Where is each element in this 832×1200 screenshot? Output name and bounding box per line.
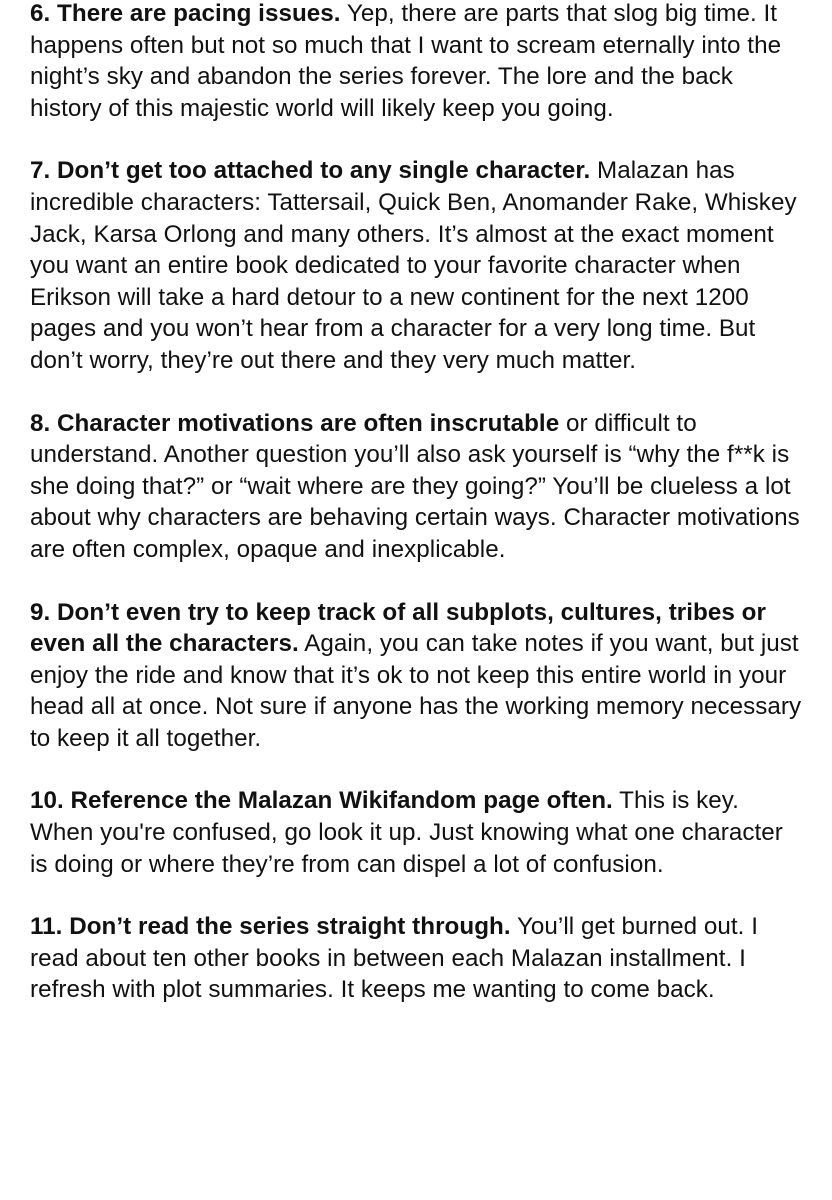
tip-paragraph-8 bbox=[30, 408, 806, 566]
tip-body: Malazan has incredible characters: Tattersail, Quick Ben, Anomander Rake, Whiskey Jack, Karsa Orlong and many others. It’s almost at the exact moment you want an entire book dedicated to your favorite character when Erikson will take a hard detour to a new continent for the next 1200 pages and you won’t hear from a character for a very long time. But don’t worry, they’re out there and they very much matter. bbox=[30, 157, 797, 374]
tip-body: Yep, there are parts that slog big time. It happens often but not so much that I want to scream eternally into the night’s sky and abandon the series forever. The lore and the back history of this majestic world will likely keep you going. bbox=[30, 0, 782, 122]
tip-body: Again, you can take notes if you want, but just enjoy the ride and know that it’s ok to not keep this entire world in your head all at once. Not sure if anyone has the working memory necessary to keep it all together. bbox=[30, 630, 802, 752]
tip-paragraph-9 bbox=[30, 597, 806, 755]
tip-heading: 10. Reference the Malazan Wikifandom page often. bbox=[30, 787, 613, 815]
tip-body: This is key. When you're confused, go look it up. Just knowing what one character is doing or where they’re from can dispel a lot of confusion. bbox=[30, 787, 783, 878]
tip-heading: 6. There are pacing issues. bbox=[30, 0, 341, 27]
tip-paragraph-6 bbox=[30, 0, 806, 124]
tip-paragraph-11 bbox=[30, 911, 806, 1006]
tip-paragraph-10 bbox=[30, 785, 806, 880]
tip-heading: 8. Character motivations are often inscrutable bbox=[30, 409, 560, 437]
tip-body: or difficult to understand. Another question you’ll also ask yourself is “why the f**k is she doing that?” or “wait where are they going?” You’ll be clueless a lot about why characters are behaving certain ways. Character motivations are often complex, opaque and inexplicable. bbox=[30, 409, 800, 563]
tip-heading: 7. Don’t get too attached to any single character. bbox=[30, 157, 591, 185]
tip-heading: 9. Don’t even try to keep track of all subplots, cultures, tribes or even all the characters. bbox=[30, 598, 766, 658]
tip-paragraph-7 bbox=[30, 155, 806, 376]
tip-heading: 11. Don’t read the series straight through. bbox=[30, 913, 511, 941]
tip-body: You’ll get burned out. I read about ten other books in between each Malazan installment. I refresh with plot summaries. It keeps me wanting to come back. bbox=[30, 913, 758, 1004]
